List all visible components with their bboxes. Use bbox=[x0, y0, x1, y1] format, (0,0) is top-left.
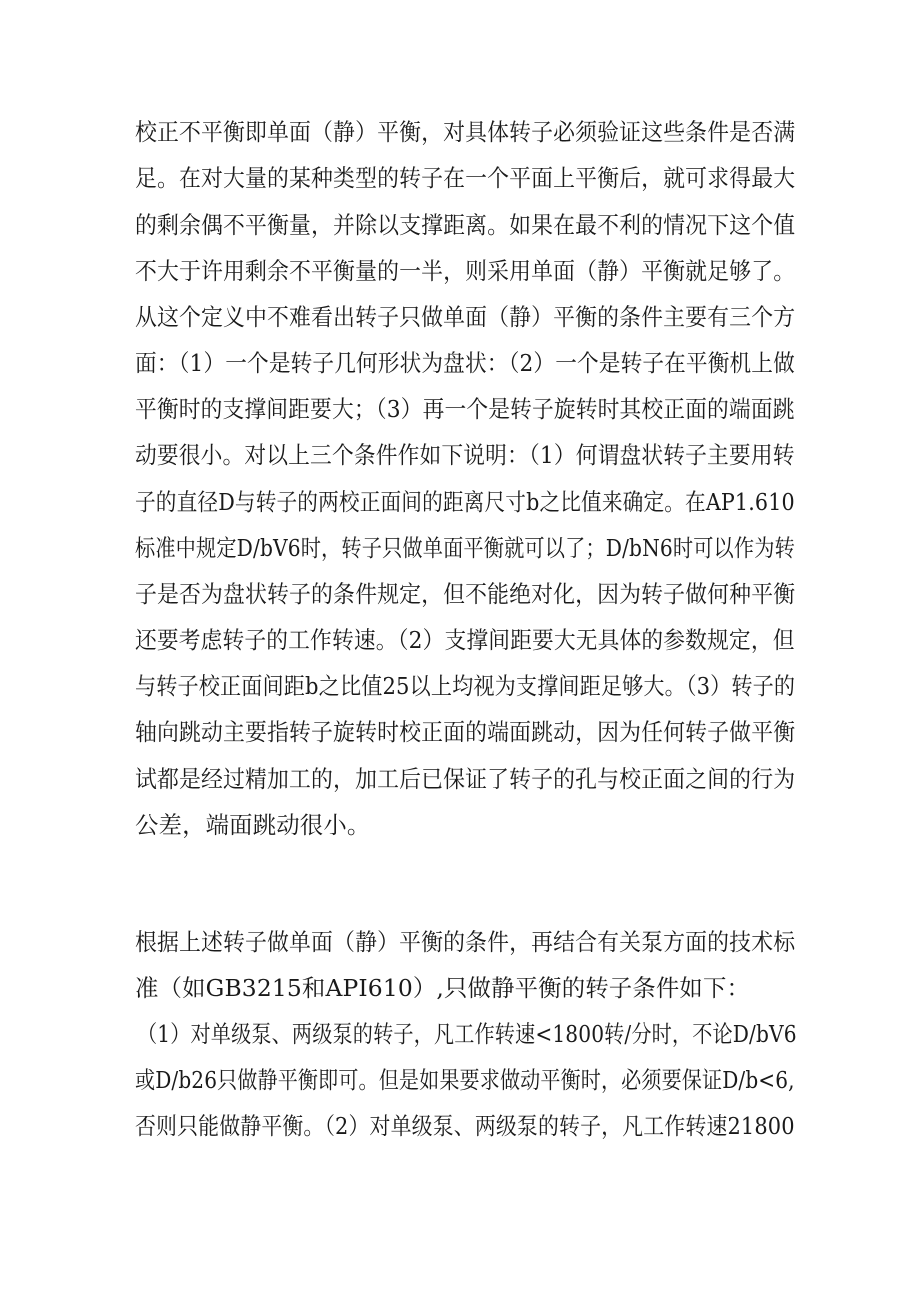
text-line: 轴向跳动主要指转子旋转时校正面的端面跳动，因为任何转子做平衡 bbox=[135, 718, 796, 746]
text-line: （1）对单级泵、两级泵的转子，凡工作转速<1800转/分时，不论D/bV6 bbox=[137, 1020, 797, 1048]
text-line: 标准中规定D/bV6时，转子只做单面平衡就可以了；D/bN6时可以作为转 bbox=[135, 534, 795, 562]
text-line: 试都是经过精加工的，加工后已保证了转子的孔与校正面之间的行为 bbox=[135, 765, 796, 793]
text-line: 平衡时的支撑间距要大；（3）再一个是转子旋转时其校正面的端面跳 bbox=[135, 395, 795, 423]
text-line: 否则只能做静平衡。（2）对单级泵、两级泵的转子，凡工作转速21800 bbox=[135, 1112, 795, 1140]
text-line: 还要考虑转子的工作转速。（2）支撑间距要大无具体的参数规定，但 bbox=[135, 626, 795, 654]
text-line: 公差，端面跳动很小。 bbox=[135, 811, 371, 839]
text-line: 子的直径D与转子的两校正面间的距离尺寸b之比值来确定。在AP1.610 bbox=[135, 488, 795, 516]
text-line: 与转子校正面间距b之比值25以上均视为支撑间距足够大。（3）转子的 bbox=[135, 672, 796, 700]
text-line: 动要很小。对以上三个条件作如下说明：（1）何谓盘状转子主要用转 bbox=[135, 441, 795, 469]
text-line: 根据上述转子做单面（静）平衡的条件，再结合有关泵方面的技术标 bbox=[135, 928, 796, 956]
text-line: 的剩余偶不平衡量，并除以支撑距离。如果在最不利的情况下这个值 bbox=[135, 211, 796, 239]
text-line: 不大于许用剩余不平衡量的一半，则采用单面（静）平衡就足够了。 bbox=[135, 257, 796, 285]
text-line: 面：（1）一个是转子几何形状为盘状：（2）一个是转子在平衡机上做 bbox=[135, 349, 795, 377]
text-line: 从这个定义中不难看出转子只做单面（静）平衡的条件主要有三个方 bbox=[135, 303, 796, 331]
text-line: 准（如GB3215和API610）,只做静平衡的转子条件如下： bbox=[135, 974, 751, 1002]
text-line: 足。在对大量的某种类型的转子在一个平面上平衡后，就可求得最大 bbox=[135, 164, 796, 192]
text-line: 或D/b26只做静平衡即可。但是如果要求做动平衡时，必须要保证D/b<6, bbox=[135, 1066, 795, 1094]
text-line: 子是否为盘状转子的条件规定，但不能绝对化，因为转子做何种平衡 bbox=[135, 580, 796, 608]
text-line: 校正不平衡即单面（静）平衡，对具体转子必须验证这些条件是否满 bbox=[135, 118, 796, 146]
